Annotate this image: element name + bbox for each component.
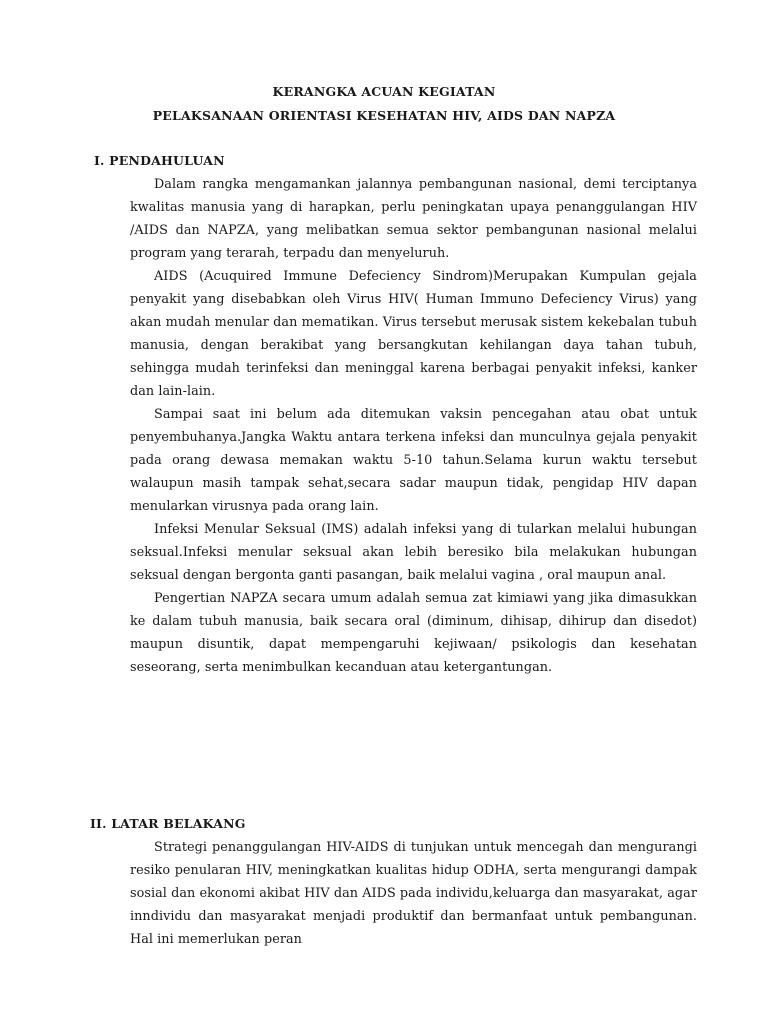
document-title: KERANGKA ACUAN KEGIATAN [272, 84, 496, 99]
paragraph: Infeksi Menular Seksual (IMS) adalah infeksi yang di tularkan melalui hubungan seksual.Infeksi menular seksual akan lebih beresiko bila melakukan hubungan seksual dengan bergonta ganti pasangan, baik melalui vagina , oral maupun anal. [130, 522, 697, 583]
paragraph: Pengertian NAPZA secara umum adalah semua zat kimiawi yang jika dimasukkan ke dalam tubuh manusia, baik secara oral (diminum, dihisap, dihirup dan disedot) maupun disuntik, dapat mempengaruhi kejiwaan/ psikologis dan kesehatan seseorang, serta menimbulkan kecanduan atau ketergantungan. [130, 591, 697, 675]
document-subtitle: PELAKSANAAN ORIENTASI KESEHATAN HIV, AIDS DAN NAPZA [152, 108, 616, 123]
paragraph: Dalam rangka mengamankan jalannya pembangunan nasional, demi terciptanya kwalitas manusia yang di harapkan, perlu peningkatan upaya penanggulangan HIV /AIDS dan NAPZA, yang melibatkan semua sektor pembangunan nasional melalui program yang terarah, terpadu dan menyeluruh. [130, 177, 697, 261]
paragraph: AIDS (Acuquired Immune Defeciency Sindrom)Merupakan Kumpulan gejala penyakit yang disebabkan oleh Virus HIV( Human Immuno Defeciency Virus) yang akan mudah menular dan mematikan. Virus tersebut merusak sistem kekebalan tubuh manusia, dengan berakibat yang bersangkutan kehilangan daya tahan tubuh, sehingga mudah terinfeksi dan meninggal karena berbagai penyakit infeksi, kanker dan lain-lain. [130, 269, 697, 399]
paragraph: Strategi penanggulangan HIV-AIDS di tunjukan untuk mencegah dan mengurangi resiko penularan HIV, meningkatkan kualitas hidup ODHA, serta mengurangi dampak sosial dan ekonomi akibat HIV dan AIDS pada individu,keluarga dan masyarakat, agar inndividu dan masyarakat menjadi produktif dan bermanfaat untuk pembangunan. Hal ini memerlukan peran [130, 840, 697, 947]
section-heading-latar-belakang: II. LATAR BELAKANG [90, 816, 246, 831]
section-pendahuluan [130, 173, 697, 679]
paragraph: Sampai saat ini belum ada ditemukan vaksin pencegahan atau obat untuk penyembuhanya.Jangka Waktu antara terkena infeksi dan munculnya gejala penyakit pada orang dewasa memakan waktu 5-10 tahun.Selama kurun waktu tersebut walaupun masih tampak sehat,secara sadar maupun tidak, pengidap HIV dapan menularkan virusnya pada orang lain. [130, 407, 697, 514]
section-heading-pendahuluan: I. PENDAHULUAN [94, 153, 225, 168]
section-latar-belakang [130, 836, 697, 951]
